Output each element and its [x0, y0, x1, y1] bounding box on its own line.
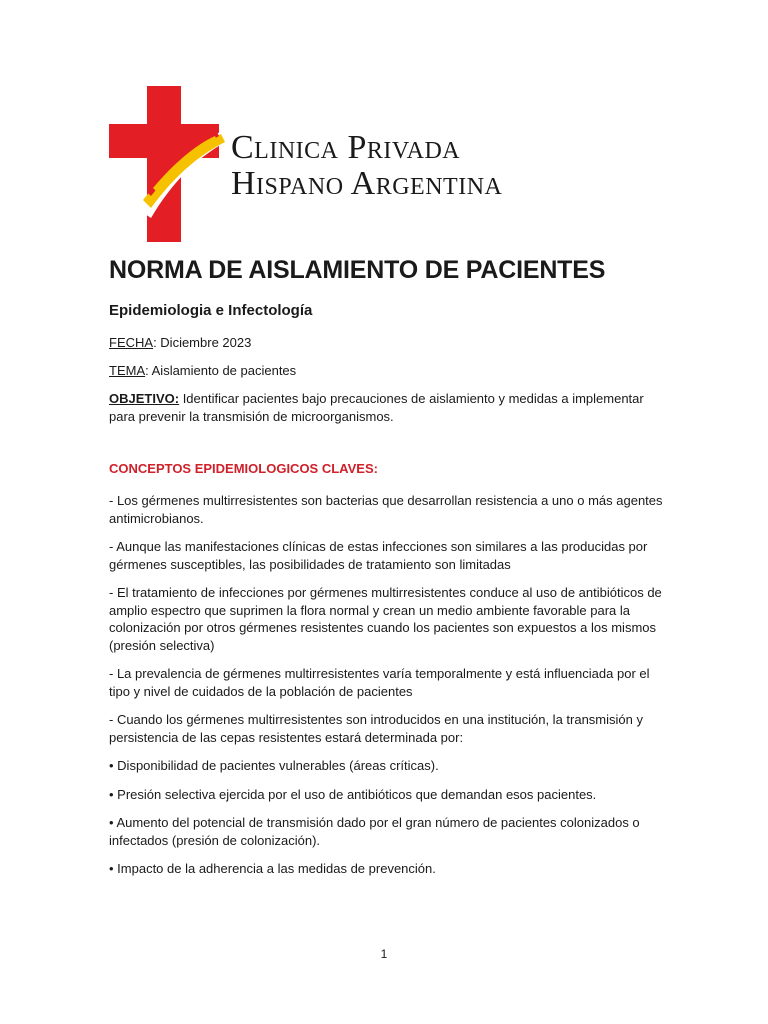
document-title: NORMA DE AISLAMIENTO DE PACIENTES [109, 256, 606, 284]
paragraph: - Los gérmenes multirresistentes son bacterias que desarrollan resistencia a uno o más agentes antimicrobianos. [109, 493, 663, 526]
tema-value: : Aislamiento de pacientes [145, 363, 297, 378]
paragraph: - El tratamiento de infecciones por gérmenes multirresistentes conduce al uso de antibióticos de amplio espectro que suprimen la flora normal y crean un medio ambiente favorable para la colonización por otros gérmenes resistentes cuando los pacientes son expuestos a los mismos (presión selectiva) [109, 585, 662, 653]
bullet-item: • Disponibilidad de pacientes vulnerables (áreas críticas). [109, 758, 439, 773]
document-content [109, 252, 669, 878]
fecha-label: FECHA [109, 335, 154, 350]
bullet-item: • Aumento del potencial de transmisión dado por el gran número de pacientes colonizados o infectados (presión de colonización). [109, 815, 640, 848]
logo-wordmark [231, 130, 502, 202]
tema-label: TEMA [109, 363, 146, 378]
page-number: 1 [380, 947, 388, 961]
tema-line [109, 362, 669, 380]
logo-line-2: Hispano Argentina [231, 165, 503, 202]
fecha-value: : Diciembre 2023 [153, 335, 252, 350]
paragraph: - La prevalencia de gérmenes multirresistentes varía temporalmente y está influenciada por el tipo y nivel de cuidados de la población de pacientes [109, 666, 650, 699]
clinic-logo [109, 86, 539, 242]
objetivo-label: OBJETIVO: [109, 391, 180, 406]
fecha-line [109, 334, 669, 352]
document-subtitle: Epidemiologia e Infectología [109, 302, 313, 319]
paragraph: - Aunque las manifestaciones clínicas de estas infecciones son similares a las producidas por gérmenes susceptibles, las posibilidades de tratamiento son limitadas [109, 539, 648, 572]
objetivo-value: Identificar pacientes bajo precauciones de aislamiento y medidas a implementar para prevenir la transmisión de microorganismos. [109, 391, 644, 424]
objetivo-line [109, 390, 669, 426]
paragraph: - Cuando los gérmenes multirresistentes son introducidos en una institución, la transmisión y persistencia de las cepas resistentes estará determinada por: [109, 712, 643, 745]
red-cross-icon [109, 86, 234, 242]
bullet-item: • Presión selectiva ejercida por el uso de antibióticos que demandan esos pacientes. [109, 786, 597, 802]
bullet-item: • Impacto de la adherencia a las medidas de prevención. [109, 861, 436, 876]
section-title: CONCEPTOS EPIDEMIOLOGICOS CLAVES: [109, 461, 378, 476]
logo-line-1: Clinica Privada [231, 129, 461, 166]
